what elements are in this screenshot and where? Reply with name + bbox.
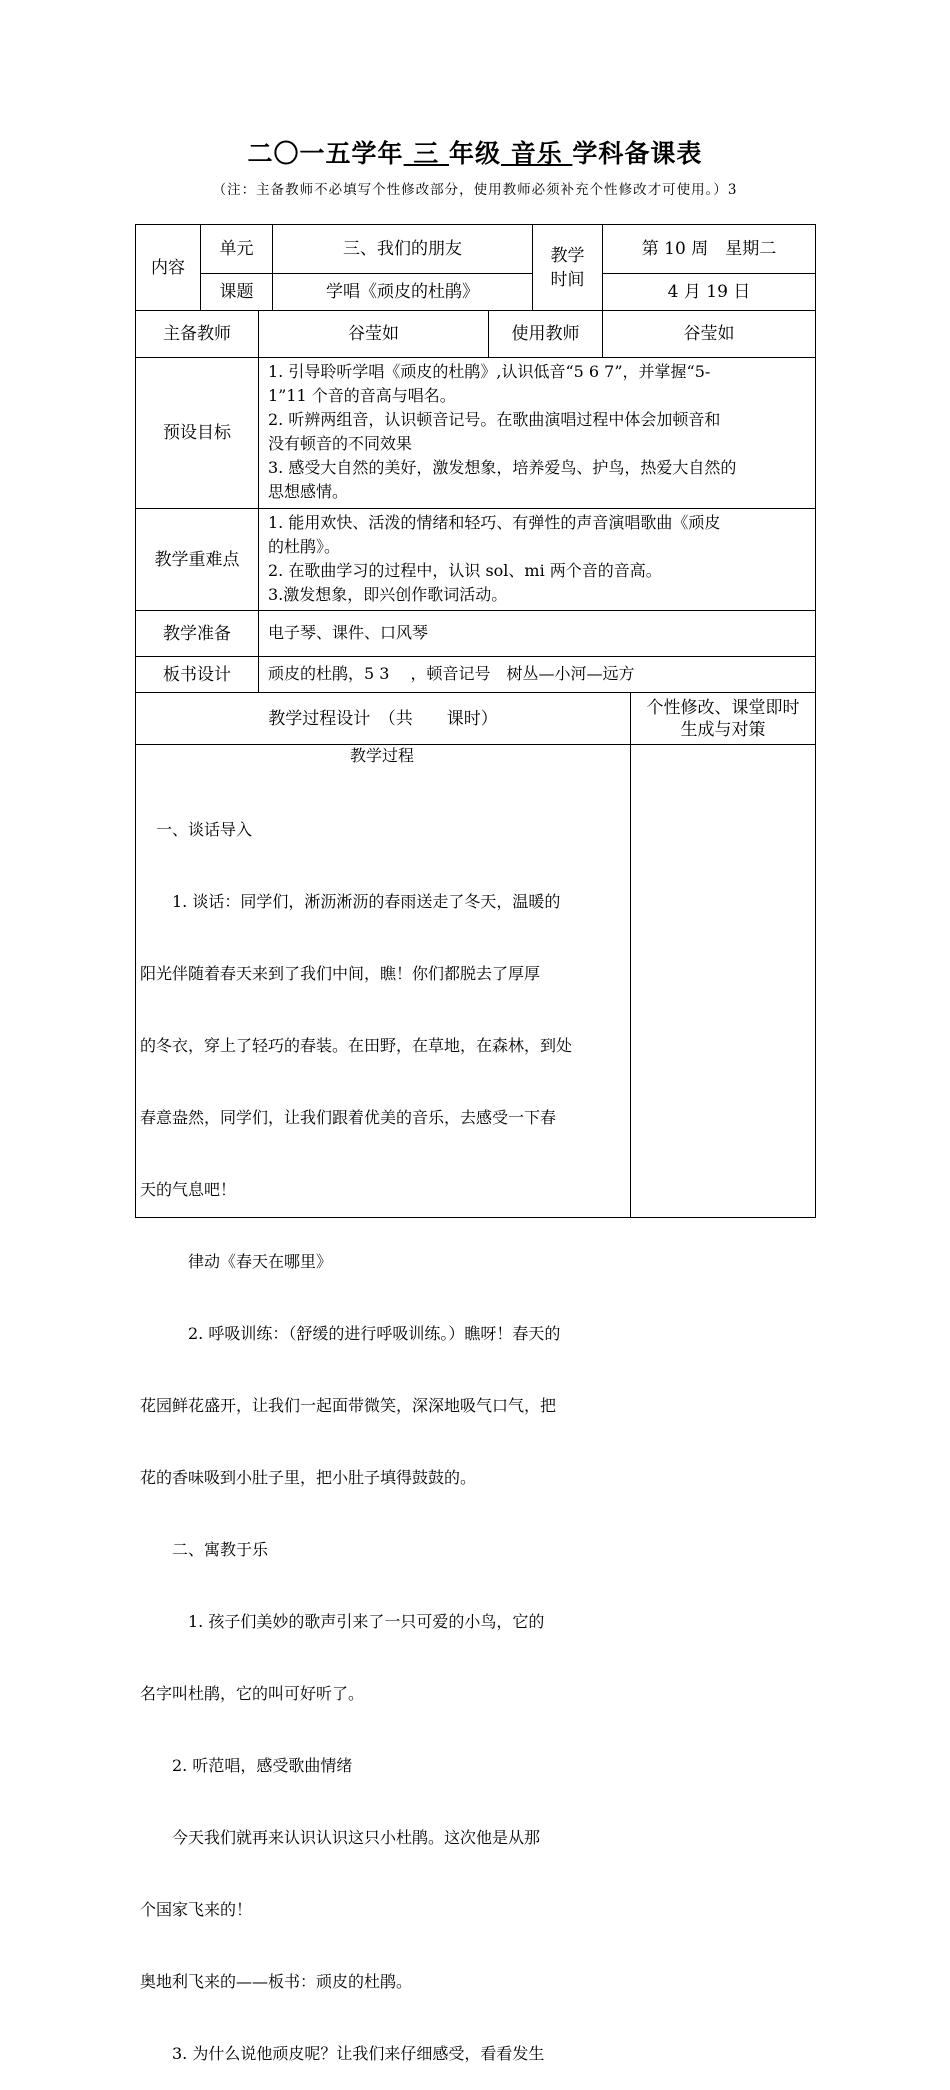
goals-line: 2. 听辨两组音，认识顿音记号。在歌曲演唱过程中体会加顿音和 — [268, 410, 721, 429]
process-line: 名字叫杜鹃，它的叫可好听了。 — [140, 1684, 365, 1703]
page-title — [0, 134, 950, 170]
process-header-right-line1: 个性修改、课堂即时 — [646, 697, 800, 718]
key-points-text — [268, 511, 810, 607]
process-line: 花园鲜花盛开，让我们一起面带微笑，深深地吸气口气，把 — [140, 1396, 557, 1415]
board-value: 顽皮的杜鹃，5 3 ，顿音记号 树丛—小河—远方 — [268, 664, 635, 683]
goals-line: 1”11 个音的音高与唱名。 — [268, 386, 456, 405]
title-suffix: 学科备课表 — [572, 139, 703, 168]
using-teacher-label: 使用教师 — [511, 324, 580, 344]
goals-line: 没有顿音的不同效果 — [268, 434, 413, 453]
using-teacher-value: 谷莹如 — [683, 324, 735, 344]
process-line: 的冬衣，穿上了轻巧的春装。在田野，在草地，在森林，到处 — [140, 1036, 573, 1055]
process-line: 今天我们就再来认识认识这只小杜鹃。这次他是从那 — [140, 1828, 541, 1847]
process-line: 阳光伴随着春天来到了我们中间，瞧！你们都脱去了厚厚 — [140, 964, 541, 983]
process-line: 3. 为什么说他顽皮呢？让我们来仔细感受，看看发生 — [140, 2044, 545, 2063]
board-label: 板书设计 — [163, 664, 231, 685]
key-points-line: 的杜鹃》。 — [268, 537, 341, 556]
process-line: 2. 听范唱，感受歌曲情绪 — [140, 1756, 353, 1775]
process-line: 2. 呼吸训练：（舒缓的进行呼吸训练。）瞧呀！春天的 — [140, 1324, 561, 1343]
week-value: 第 10 周 星期二 — [641, 239, 777, 259]
time-label-line1: 教学 — [550, 245, 585, 266]
process-header-right — [631, 693, 815, 744]
preparation-value: 电子琴、课件、口风琴 — [268, 623, 429, 642]
topic-label: 课题 — [219, 282, 254, 302]
unit-label: 单元 — [219, 239, 254, 259]
goals-label: 预设目标 — [163, 423, 231, 443]
process-line: 天的气息吧！ — [140, 1180, 237, 1199]
lead-teacher-value: 谷莹如 — [348, 324, 399, 344]
process-line: 花的香味吸到小肚子里，把小肚子填得鼓鼓的。 — [140, 1468, 477, 1487]
process-text — [140, 770, 624, 2090]
content-label: 内容 — [151, 257, 185, 278]
key-points-line: 3.激发想象，即兴创作歌词活动。 — [268, 585, 508, 604]
key-points-label: 教学重难点 — [154, 549, 240, 570]
process-header-right-line2: 生成与对策 — [680, 719, 766, 740]
process-line: 奥地利飞来的——板书：顽皮的杜鹃。 — [140, 1972, 413, 1991]
unit-value: 三、我们的朋友 — [343, 239, 462, 259]
process-line: 个国家飞来的！ — [140, 1900, 253, 1919]
title-subject: 音乐 — [501, 139, 573, 168]
title-year: 二〇一五学年 — [247, 139, 404, 168]
title-grade: 三 — [403, 139, 449, 168]
process-line: 律动《春天在哪里》 — [140, 1252, 333, 1271]
title-grade-suffix: 年级 — [448, 139, 501, 168]
process-line: 1. 谈话：同学们，淅沥淅沥的春雨送走了冬天，温暖的 — [140, 892, 561, 911]
date-value: 4 月 19 日 — [667, 282, 751, 302]
key-points-line: 1. 能用欢快、活泼的情绪和轻巧、有弹性的声音演唱歌曲《顽皮 — [268, 513, 721, 532]
process-line: 二、寓教于乐 — [140, 1540, 269, 1559]
goals-line: 思想感情。 — [268, 482, 349, 501]
lead-teacher-label: 主备教师 — [163, 324, 231, 344]
time-label — [533, 225, 602, 310]
preparation-label: 教学准备 — [163, 623, 231, 644]
process-line: 春意盎然，同学们，让我们跟着优美的音乐，去感受一下春 — [140, 1108, 557, 1127]
page-note: （注：主备教师不必填写个性修改部分，使用教师必须补充个性修改才可使用。）3 — [212, 182, 738, 198]
key-points-line: 2. 在歌曲学习的过程中，认识 sol、mi 两个音的音高。 — [268, 561, 662, 580]
process-header-left: 教学过程设计 （共 课时） — [268, 708, 498, 729]
process-line: 一、谈话导入 — [140, 820, 253, 839]
process-line: 1. 孩子们美妙的歌声引来了一只可爱的小鸟，它的 — [140, 1612, 545, 1631]
goals-line: 3. 感受大自然的美好，激发想象，培养爱鸟、护鸟，热爱大自然的 — [268, 458, 737, 477]
goals-text — [268, 360, 810, 504]
time-label-line2: 时间 — [550, 269, 585, 290]
topic-value: 学唱《顽皮的杜鹃》 — [326, 282, 479, 302]
process-heading: 教学过程 — [349, 746, 414, 765]
goals-line: 1. 引导聆听学唱《顽皮的杜鹃》,认识低音“5 6 7”，并掌握“5- — [268, 362, 711, 381]
